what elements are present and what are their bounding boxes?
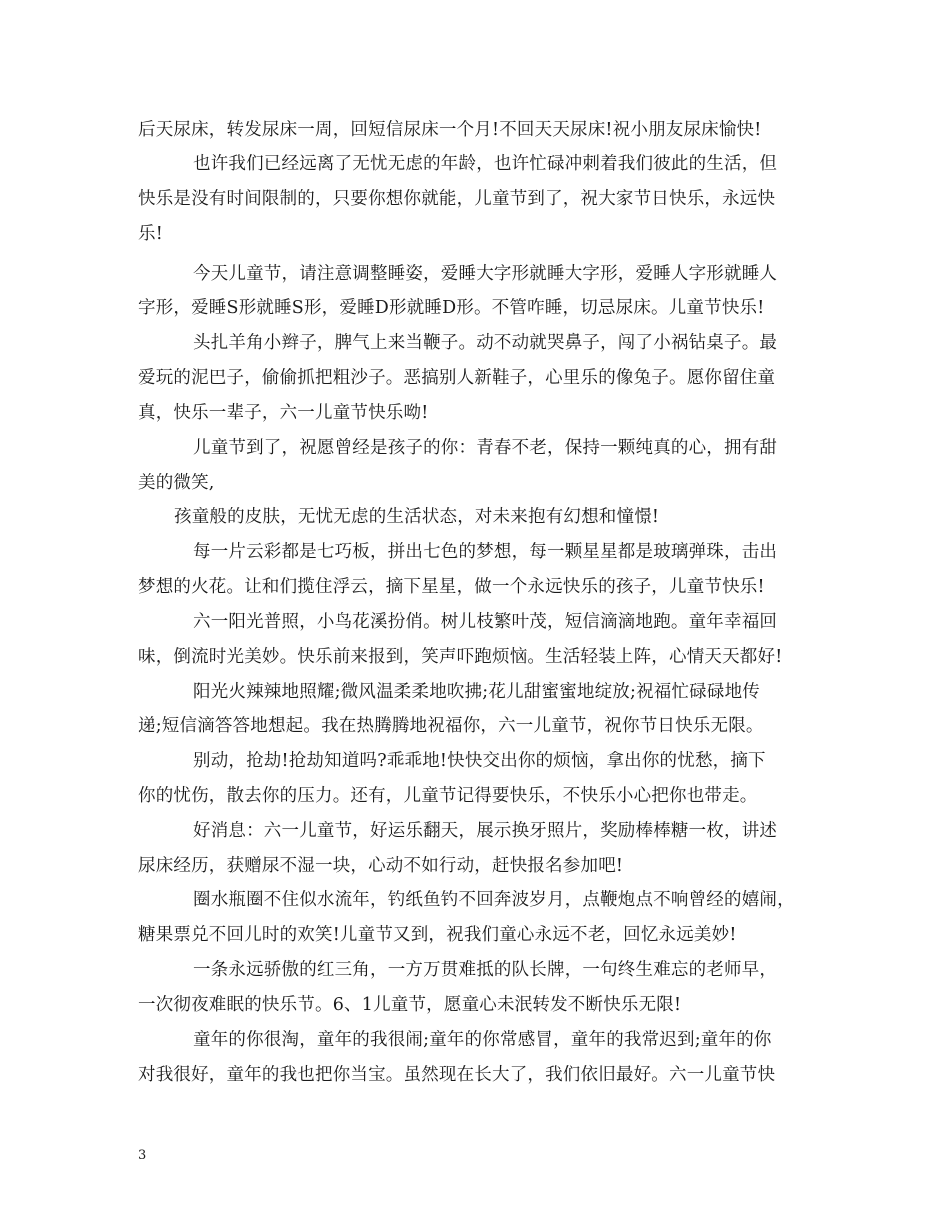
text-line: 尿床经历，获赠尿不湿一块，心动不如行动，赶快报名参加吧!	[138, 856, 624, 876]
text-line: 孩童般的皮肤，无忧无虑的生活状态，对未来抱有幻想和憧憬!	[174, 507, 660, 527]
text-line: 美的微笑,	[138, 473, 215, 493]
text-line: 乐!	[138, 224, 163, 244]
text-line: 好消息：六一儿童节，好运乐翻天，展示换牙照片，奖励棒棒糖一枚，讲述	[193, 821, 778, 841]
text-line: 快乐是没有时间限制的，只要你想你就能，儿童节到了，祝大家节日快乐，永远快	[138, 189, 776, 209]
text-line: 你的忧伤，散去你的压力。还有，儿童节记得要快乐，不快乐小心把你也带走。	[138, 786, 758, 806]
text-line: 也许我们已经远离了无忧无虑的年龄，也许忙碌冲刺着我们彼此的生活，但	[193, 154, 778, 174]
text-line: 梦想的火花。让和们揽住浮云，摘下星星，做一个永远快乐的孩子，儿童节快乐!	[138, 577, 765, 597]
text-line: 每一片云彩都是七巧板，拼出七色的梦想，每一颗星星都是玻璃弹珠，击出	[193, 542, 778, 562]
text-line: 今天儿童节，请注意调整睡姿，爱睡大字形就睡大字形，爱睡人字形就睡人	[193, 264, 778, 284]
text-line: 真，快乐一辈子，六一儿童节快乐呦!	[138, 403, 429, 423]
text-line: 字形，爱睡S形就睡S形，爱睡D形就睡D形。不管咋睡，切忌尿床。儿童节快乐!	[138, 298, 765, 318]
text-line: 阳光火辣辣地照耀;微风温柔柔地吹拂;花儿甜蜜蜜地绽放;祝福忙碌碌地传	[193, 682, 760, 702]
text-line: 童年的你很淘，童年的我很闹;童年的你常感冒，童年的我常迟到;童年的你	[193, 1030, 772, 1050]
text-line: 六一阳光普照，小鸟花溪扮俏。树儿枝繁叶茂，短信滴滴地跑。童年幸福回	[193, 612, 778, 632]
text-line: 糖果票兑不回儿时的欢笑!儿童节又到，祝我们童心永远不老，回忆永远美妙!	[138, 925, 737, 945]
text-line: 味，倒流时光美妙。快乐前来报到，笑声吓跑烦恼。生活轻装上阵，心情天天都好!	[138, 647, 783, 667]
text-line: 后天尿床，转发尿床一周，回短信尿床一个月!不回天天尿床!祝小朋友尿床愉快!	[138, 120, 762, 140]
text-line: 头扎羊角小辫子，脾气上来当鞭子。动不动就哭鼻子，闯了小祸钻桌子。最	[193, 333, 778, 353]
text-line: 圈水瓶圈不住似水流年，钓纸鱼钓不回奔波岁月，点鞭炮点不响曾经的嬉闹，	[193, 890, 795, 910]
text-line: 爱玩的泥巴子，偷偷抓把粗沙子。恶搞别人新鞋子，心里乐的像兔子。愿你留住童	[138, 368, 776, 388]
text-line: 一条永远骄傲的红三角，一方万贯难抵的队长牌，一句终生难忘的老师早，	[193, 960, 778, 980]
text-line: 儿童节到了，祝愿曾经是孩子的你：青春不老，保持一颗纯真的心，拥有甜	[193, 438, 778, 458]
text-line: 递;短信滴答答地想起。我在热腾腾地祝福你，六一儿童节，祝你节日快乐无限。	[138, 716, 764, 736]
text-line: 一次彻夜难眠的快乐节。6、1儿童节，愿童心未泯转发不断快乐无限!	[138, 995, 682, 1015]
text-line: 对我很好，童年的我也把你当宝。虽然现在长大了，我们依旧最好。六一儿童节快	[138, 1065, 776, 1085]
text-line: 别动，抢劫!抢劫知道吗?乖乖地!快快交出你的烦恼，拿出你的忧愁，摘下	[193, 751, 766, 771]
page-number: 3	[138, 1148, 147, 1163]
